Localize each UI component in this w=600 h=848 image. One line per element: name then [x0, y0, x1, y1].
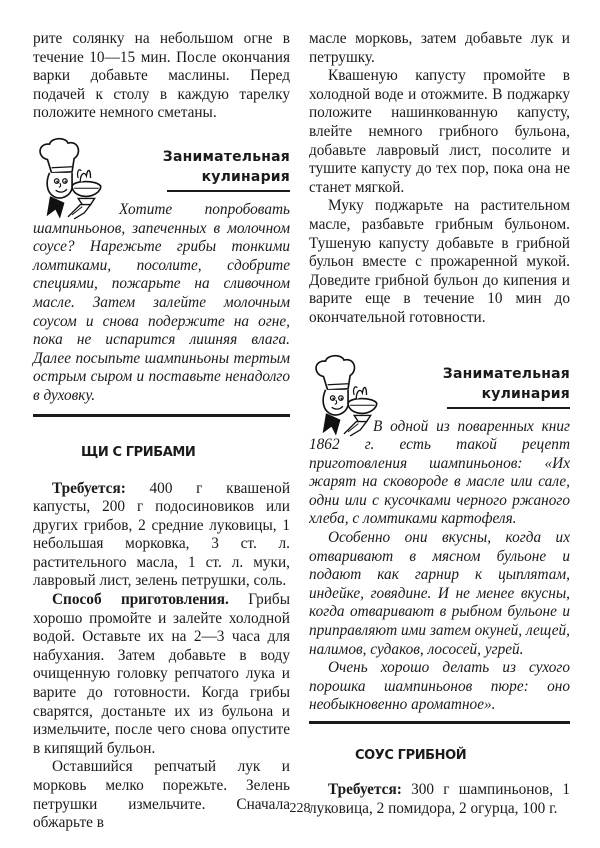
chef-with-dish-icon: [30, 137, 108, 221]
chef-with-dish-icon: [306, 354, 384, 438]
recipe-title: ЩИ С ГРИБАМИ: [81, 444, 196, 460]
sidebar-title-rule: [447, 407, 570, 409]
page-number: 228: [289, 801, 311, 816]
method-step-4: Муку поджарьте на растительном масле, разбавьте грибным бульоном. Тушеную капусту добавьте в грибной бульон вместе с прожаренной мукой. Доведите грибной бульон до кипения и варите еще в течение 10 мин до окончательной готовности.: [309, 197, 570, 326]
recipe-shchi: [33, 445, 290, 833]
right-column: [309, 30, 570, 818]
ingredients-label: Требуется:: [52, 479, 126, 497]
sidebar-header: [33, 137, 290, 201]
ingredients-paragraph: Требуется: 300 г шампиньонов, 1 луковица, 2 помидора, 2 огурца, 100 г.: [309, 781, 570, 817]
ingredients-label: Требуется:: [328, 781, 402, 798]
method-label: Способ приготовления.: [52, 591, 229, 609]
sidebar-title: Занимательная кулинария: [442, 365, 570, 402]
method-step-2: Оставшийся репчатый лук и морковь мелко порежьте. Зелень петрушки измельчите. Сначала обжарьте в: [33, 758, 290, 832]
method-step-3: Квашеную капусту промойте в холодной воде и отожмите. В поджарку положите нашинкованную капусту, влейте немного грибного бульона, добавьте лавровый лист, посолите и тушите капусту до тех пор, пока она не станет мягкой.: [309, 67, 570, 196]
sidebar-para-2: Особенно они вкусны, когда их отваривают в мясном бульоне и подают как гарнир к цыплятам, индейке, говядине. И не менее вкусны, когда отваривают в рыбном бульоне и приправляют ими затем окуней, лещей, налимов, судаков, лососей, угрей.: [309, 529, 570, 658]
sidebar-text: Хотите попробовать шампиньонов, запеченных в молочном соусе? Нарежьте грибы тонкими ломтиками, посолите, сдобрите специями, пожарьте на сливочном масле. Затем залейте молочным соусом и снова подержите на огне, пока не испарится лишняя влага. Далее посыпьте шампиньоны тертым острым сыром и поставьте ненадолго в духовку.: [33, 200, 290, 404]
sidebar-bottom-rule: [33, 414, 290, 417]
fun-cooking-sidebar: [33, 137, 290, 417]
method-paragraph: Способ приготовления. Грибы хорошо промойте и залейте холодной водой. Оставьте их на 2—3 часа для набухания. Затем добавьте в воду очищенную головку репчатого лука и варите до готовности. Когда грибы сварятся, достаньте их из бульона и измельчите, после чего снова опустите в кипящий бульон.: [33, 591, 290, 757]
ingredients-paragraph: Требуется: 400 г квашеной капусты, 200 г подосиновиков или других грибов, 2 средние луковицы, 1 небольшая морковка, 3 ст. л. растительного масла, 1 ст. л. муки, лавровый лист, зелень петрушки, соль.: [33, 479, 291, 590]
sidebar-header: [309, 354, 570, 418]
left-column: [33, 30, 290, 833]
sidebar-bottom-rule: [309, 721, 570, 724]
continued-paragraph: масле морковь, затем добавьте лук и петрушку.: [309, 30, 570, 66]
sidebar-title-rule: [167, 190, 290, 192]
fun-cooking-sidebar-2: [309, 354, 570, 725]
sidebar-title: Занимательная кулинария: [162, 148, 290, 185]
intro-paragraph: рите солянку на небольшом огне в течение 10—15 мин. После окончания варки добавьте маслины. Перед подачей к столу в каждую тарелку положите немного сметаны.: [33, 30, 290, 122]
recipe-title: СОУС ГРИБНОЙ: [355, 748, 467, 763]
sidebar-para-3: Очень хорошо делать из сухого порошка шампиньонов пюре: оно необыкновенно ароматное».: [309, 659, 570, 714]
sidebar-para-1: В одной из поваренных книг 1862 г. есть такой рецепт приготовления шампиньонов: «Их жарят на сковороде в масле или сале, одни или с кусочками черного ржаного хлеба, с ломтиками картофеля.: [309, 417, 570, 528]
